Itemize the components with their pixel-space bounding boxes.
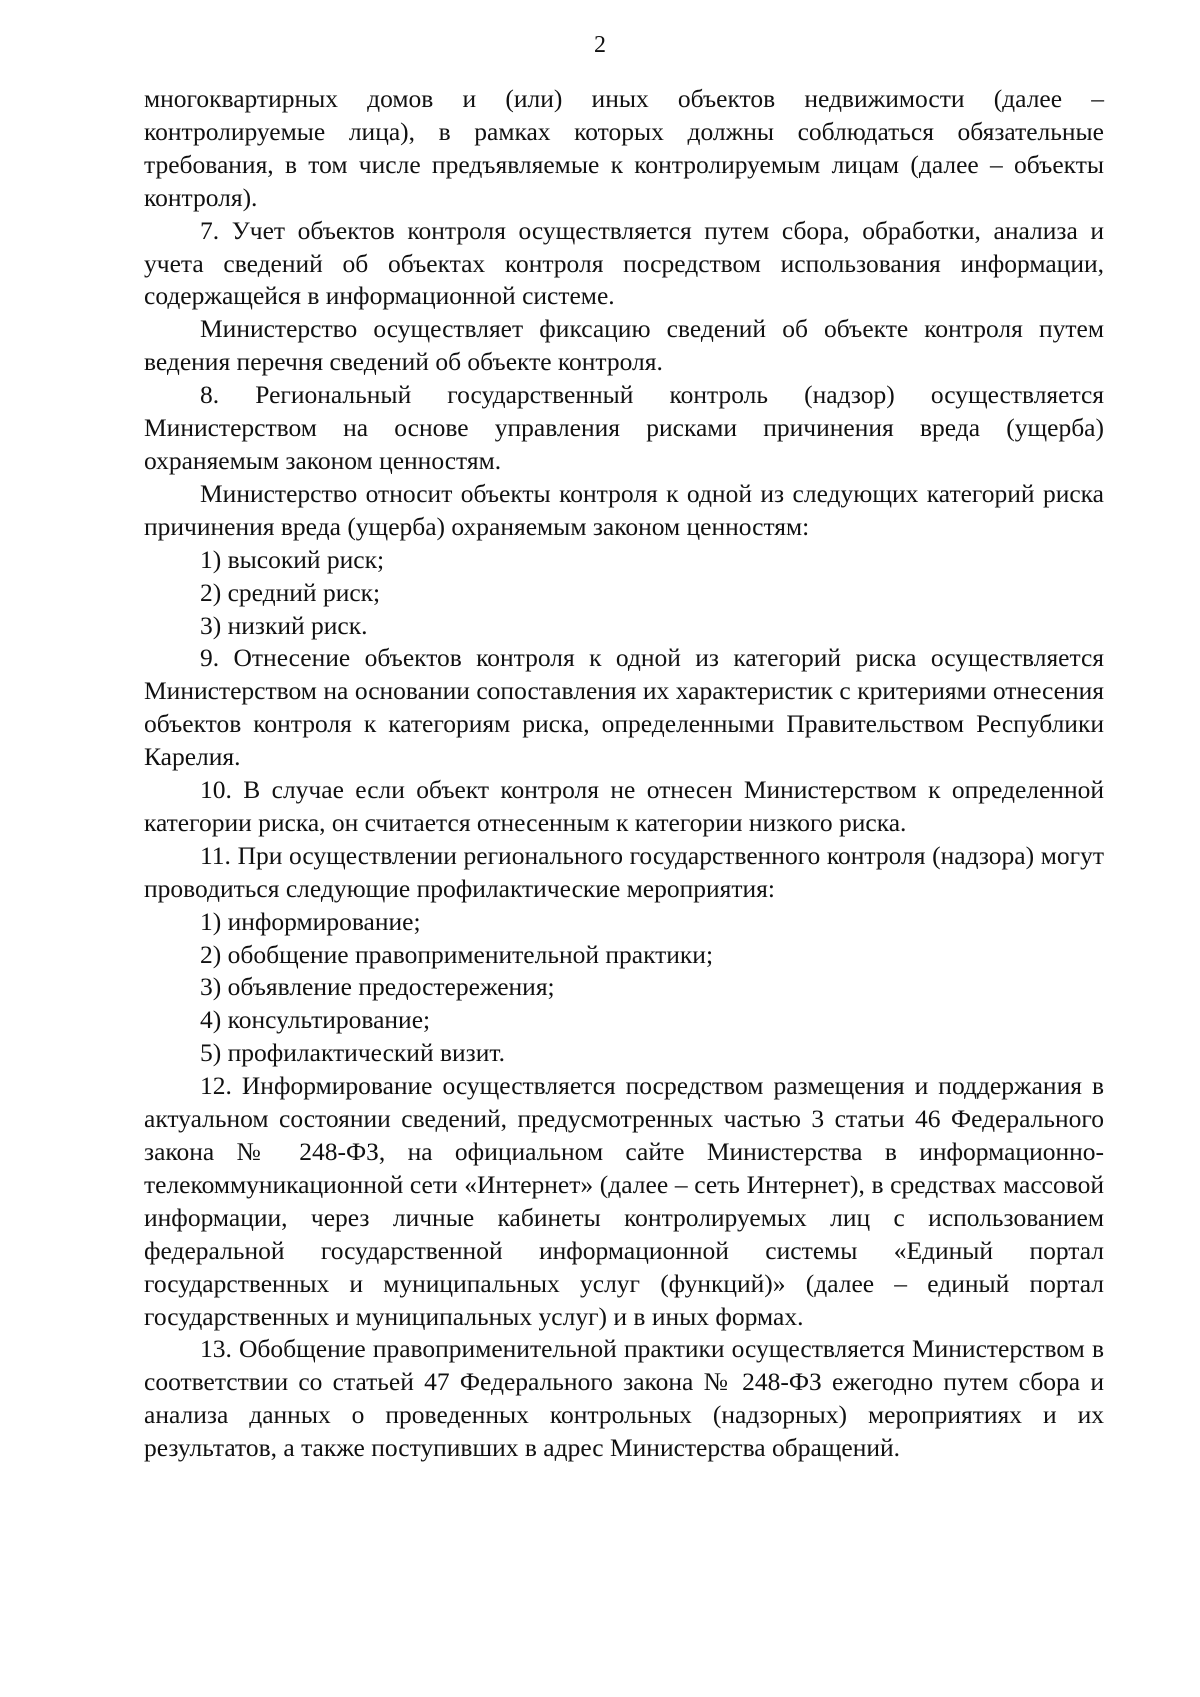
list-item-medium-risk: 2) средний риск; [200,577,381,607]
list-item-consulting: 4) консультирование; [200,1005,431,1035]
list-item-generalization: 2) обобщение правоприменительной практики; [200,939,714,969]
list-item-warning: 3) объявление предостережения; [200,972,555,1002]
paragraph-item-8: 8. Региональный государственный контроль (надзор) осуществляется Министерством на основе управления рисками причинения вреда (ущерба) охраняемым законом ценностям. [144,380,1104,475]
paragraph-item-10: 10. В случае если объект контроля не отнесен Министерством к определенной категории риска, он считается отнесенным к категории низкого риска. [144,775,1104,837]
list-item-informing: 1) информирование; [200,906,421,936]
paragraph-continuation: многоквартирных домов и (или) иных объектов недвижимости (далее – контролируемые лица), в рамках которых должны соблюдаться обязательные требования, в том числе предъявляемые к контролируемым лицам (далее – объекты контроля). [144,84,1104,212]
page-number: 2 [594,32,606,58]
paragraph-item-9: 9. Отнесение объектов контроля к одной из категорий риска осуществляется Министерством на основании сопоставления их характеристик с критериями отнесения объектов контроля к категориям риска, определенными Правительством Республики Карелия. [144,643,1104,772]
document-body [144,83,1104,1465]
list-item-high-risk: 1) высокий риск; [200,544,385,574]
paragraph-ministry-fixation: Министерство осуществляет фиксацию сведений об объекте контроля путем ведения перечня сведений об объекте контроля. [144,314,1104,377]
list-item-low-risk: 3) низкий риск. [200,610,368,640]
paragraph-item-11: 11. При осуществлении регионального государственного контроля (надзора) могут проводиться следующие профилактические мероприятия: [144,840,1104,903]
list-item-preventive-visit: 5) профилактический визит. [200,1038,505,1068]
paragraph-item-7: 7. Учет объектов контроля осуществляется путем сбора, обработки, анализа и учета сведений об объектах контроля посредством использования информации, содержащейся в информационной системе. [144,215,1104,311]
paragraph-item-13: 13. Обобщение правоприменительной практики осуществляется Министерством в соответствии со статьей 47 Федерального закона № 248-ФЗ ежегодно путем сбора и анализа данных о проведенных контрольных (надзорных) мероприятиях и их результатов, а также поступивших в адрес Министерства обращений. [144,1334,1104,1463]
paragraph-risk-categories-intro: Министерство относит объекты контроля к одной из следующих категорий риска причинения вреда (ущерба) охраняемым законом ценностям: [144,478,1104,541]
paragraph-item-12: 12. Информирование осуществляется посредством размещения и поддержания в актуальном состоянии сведений, предусмотренных частью 3 статьи 46 Федерального закона № 248-ФЗ, на официальном сайте Министерства в информационно-телекоммуникационной сети «Интернет» (далее – сеть Интернет), в средствах массовой информации, через личные кабинеты контролируемых лиц с использованием федеральной государственной информационной системы «Единый портал государственных и муниципальных услуг (функций)» (далее – единый портал государственных и муниципальных услуг) и в иных формах. [144,1071,1104,1331]
